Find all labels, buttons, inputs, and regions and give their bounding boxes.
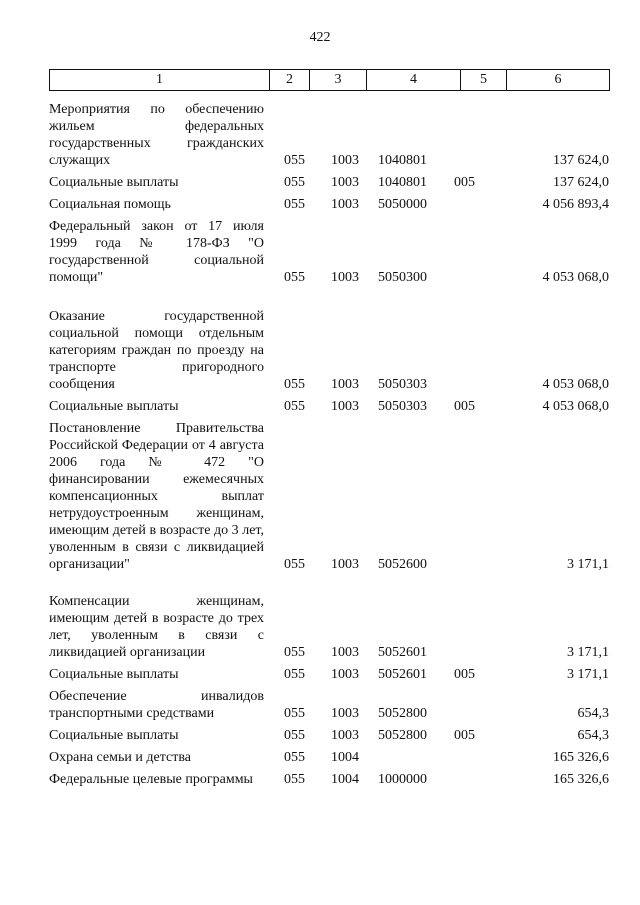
row-name: Социальная помощь (49, 197, 171, 212)
row-col6: 654,3 (577, 728, 609, 743)
row-col4: 5052800 (378, 706, 427, 721)
column-header-2: 2 (270, 70, 310, 91)
row-name: Социальные выплаты (49, 399, 179, 414)
row-col2: 055 (284, 377, 305, 392)
row-col6: 3 171,1 (567, 557, 609, 572)
row-col4: 1040801 (378, 175, 427, 190)
row-col6: 654,3 (577, 706, 609, 721)
row-col6: 4 053 068,0 (542, 399, 609, 414)
row-name: Обеспечение инвалидов транспортными средствами (49, 689, 264, 721)
column-header-1: 1 (50, 70, 270, 91)
table-row (49, 666, 609, 683)
row-name: Социальные выплаты (49, 667, 179, 682)
row-col3: 1003 (331, 197, 359, 212)
row-name: Социальные выплаты (49, 175, 179, 190)
row-col6: 4 056 893,4 (542, 197, 609, 212)
row-col5: 005 (454, 399, 475, 414)
row-col4: 5050303 (378, 377, 427, 392)
row-name: Компенсации женщинам, имеющим детей в возрасте до трех лет, уволенным в связи с ликвидацией организации (49, 594, 264, 660)
row-col2: 055 (284, 645, 305, 660)
table-row (49, 749, 609, 766)
row-col5: 005 (454, 175, 475, 190)
row-col6: 137 624,0 (553, 175, 609, 190)
row-col3: 1003 (331, 175, 359, 190)
row-col6: 165 326,6 (553, 772, 609, 787)
row-col2: 055 (284, 197, 305, 212)
table-row (49, 174, 609, 191)
row-col2: 055 (284, 706, 305, 721)
row-col4: 1040801 (378, 153, 427, 168)
row-col2: 055 (284, 270, 305, 285)
row-col2: 055 (284, 399, 305, 414)
column-header-4: 4 (367, 70, 461, 91)
row-col4: 5050303 (378, 399, 427, 414)
row-col3: 1003 (331, 667, 359, 682)
row-col4: 5052600 (378, 557, 427, 572)
row-col3: 1003 (331, 153, 359, 168)
row-col3: 1003 (331, 377, 359, 392)
row-col2: 055 (284, 728, 305, 743)
row-name: Мероприятия по обеспечению жильем федеральных государственных гражданских служащих (49, 102, 264, 168)
row-col3: 1004 (331, 750, 359, 765)
table-row (49, 420, 609, 573)
row-col2: 055 (284, 750, 305, 765)
row-col6: 3 171,1 (567, 667, 609, 682)
row-col3: 1003 (331, 728, 359, 743)
row-name: Оказание государственной социальной помощи отдельным категориям граждан по проезду на транспорте пригородного сообщения (49, 309, 264, 392)
column-header-row (50, 70, 610, 91)
table-row (49, 771, 609, 788)
row-col6: 4 053 068,0 (542, 270, 609, 285)
table-row (49, 308, 609, 393)
row-col5: 005 (454, 728, 475, 743)
budget-rows (49, 101, 609, 788)
table-row (49, 593, 609, 661)
table-row (49, 218, 609, 286)
row-col2: 055 (284, 667, 305, 682)
row-name: Постановление Правительства Российской Федерации от 4 августа 2006 года № 472 "О финансировании ежемесячных компенсационных выплат нетрудоустроенным женщинам, имеющим детей в возрасте до 3 лет, уволенным в связи с ликвидацией организации" (49, 421, 264, 572)
row-col3: 1004 (331, 772, 359, 787)
row-col2: 055 (284, 175, 305, 190)
row-col4: 5050000 (378, 197, 427, 212)
row-col3: 1003 (331, 645, 359, 660)
row-col4: 5052601 (378, 645, 427, 660)
row-col6: 137 624,0 (553, 153, 609, 168)
table-row (49, 196, 609, 213)
row-col2: 055 (284, 772, 305, 787)
row-name: Федеральные целевые программы (49, 772, 253, 787)
column-header-table (49, 69, 610, 91)
row-col2: 055 (284, 153, 305, 168)
column-header-3: 3 (310, 70, 367, 91)
table-row (49, 727, 609, 744)
row-col3: 1003 (331, 399, 359, 414)
row-col4: 5052601 (378, 667, 427, 682)
row-col3: 1003 (331, 557, 359, 572)
row-col2: 055 (284, 557, 305, 572)
row-name: Федеральный закон от 17 июля 1999 года № 178-ФЗ "О государственной социальной помощи" (49, 219, 264, 285)
table-row (49, 101, 609, 169)
row-name: Социальные выплаты (49, 728, 179, 743)
column-header-5: 5 (461, 70, 507, 91)
row-col3: 1003 (331, 706, 359, 721)
row-col5: 005 (454, 667, 475, 682)
row-col6: 3 171,1 (567, 645, 609, 660)
table-row (49, 688, 609, 722)
row-name: Охрана семьи и детства (49, 750, 191, 765)
row-col3: 1003 (331, 270, 359, 285)
column-header-6: 6 (507, 70, 610, 91)
row-col6: 165 326,6 (553, 750, 609, 765)
page-number: 422 (309, 30, 331, 45)
row-col4: 1000000 (378, 772, 427, 787)
row-col6: 4 053 068,0 (542, 377, 609, 392)
row-col4: 5052800 (378, 728, 427, 743)
table-row (49, 398, 609, 415)
row-col4: 5050300 (378, 270, 427, 285)
